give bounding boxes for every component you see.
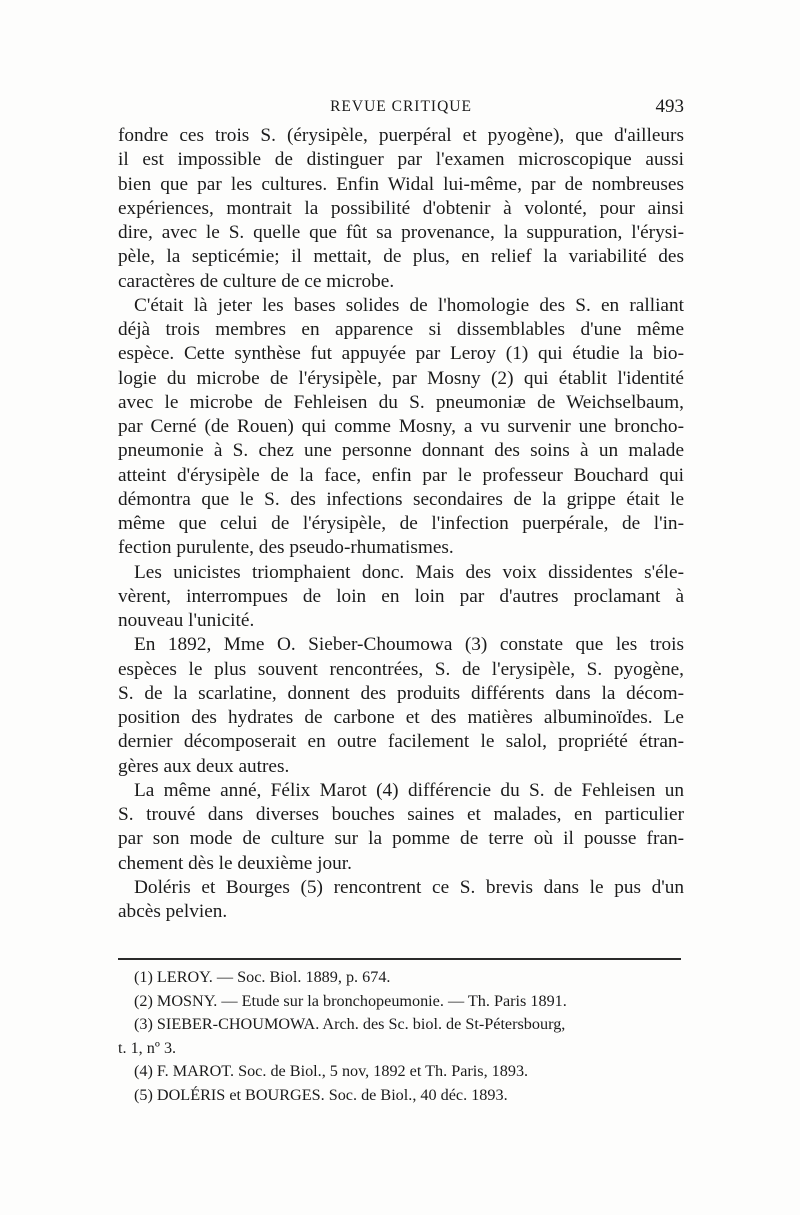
- text-line: espèce. Cette synthèse fut appuyée par Leroy (1) qui étudie la bio-: [118, 343, 684, 365]
- text-line: logie du microbe de l'érysipèle, par Mosny (2) qui établit l'identité: [118, 367, 684, 389]
- text-line: vèrent, interrompues de loin en loin par d'autres proclamant à: [118, 585, 684, 607]
- text-line: La même anné, Félix Marot (4) différencie du S. de Fehleisen un: [134, 779, 684, 801]
- text-line: C'était là jeter les bases solides de l'homologie des S. en ralliant: [134, 294, 684, 316]
- text-line: dire, avec le S. quelle que fût sa provenance, la suppuration, l'érysi-: [118, 222, 684, 243]
- text-line: par son mode de culture sur la pomme de terre où il pousse fran-: [118, 828, 684, 850]
- text-line: nouveau l'unicité.: [118, 610, 255, 631]
- footnote: t. 1, nº 3.: [118, 1038, 177, 1057]
- text-line: même que celui de l'érysipèle, de l'infection puerpérale, de l'in-: [118, 513, 684, 534]
- text-line: chement dès le deuxième jour.: [118, 852, 352, 874]
- text-line: fondre ces trois S. (érysipèle, puerpéral et pyogène), que d'ailleurs: [118, 125, 684, 146]
- text-line: déjà trois membres en apparence si dissemblables d'une même: [118, 319, 684, 340]
- text-line: position des hydrates de carbone et des matières albuminoïdes. Le: [118, 707, 684, 728]
- text-line: par Cerné (de Rouen) qui comme Mosny, a vu survenir une broncho-: [118, 416, 684, 437]
- text-line: fection purulente, des pseudo-rhumatismes.: [118, 537, 454, 559]
- text-line: abcès pelvien.: [118, 901, 228, 922]
- text-line: En 1892, Mme O. Sieber-Choumowa (3) constate que les trois: [134, 634, 684, 656]
- page-number: 493: [655, 96, 684, 117]
- body-text: [118, 124, 684, 924]
- running-head: REVUE CRITIQUE: [330, 98, 472, 115]
- footnote: (2) MOSNY. — Etude sur la bronchopeumonie. — Th. Paris 1891.: [134, 991, 567, 1010]
- text-line: S. trouvé dans diverses bouches saines et malades, en particulier: [118, 804, 684, 825]
- text-line: pneumonie à S. chez une personne donnant des soins à un malade: [118, 440, 684, 462]
- text-line: expériences, montrait la possibilité d'obtenir à volonté, pour ainsi: [118, 197, 684, 219]
- footnote: (4) F. MAROT. Soc. de Biol., 5 nov, 1892 et Th. Paris, 1893.: [134, 1062, 529, 1081]
- footnote: (5) DOLÉRIS et BOURGES. Soc. de Biol., 40 déc. 1893.: [134, 1085, 508, 1104]
- text-line: S. de la scarlatine, donnent des produits différents dans la décom-: [118, 682, 684, 704]
- text-line: atteint d'érysipèle de la face, enfin par le professeur Bouchard qui: [118, 464, 684, 486]
- footnotes: [118, 966, 684, 1108]
- text-line: dernier décomposerait en outre facilement le salol, propriété étran-: [118, 731, 684, 753]
- text-line: espèces le plus souvent rencontrées, S. de l'erysipèle, S. pyogène,: [118, 658, 684, 680]
- text-line: Les unicistes triomphaient donc. Mais des voix dissidentes s'éle-: [134, 561, 684, 583]
- footnote: (1) LEROY. — Soc. Biol. 1889, p. 674.: [134, 968, 391, 986]
- text-line: gères aux deux autres.: [118, 755, 290, 777]
- text-line: caractères de culture de ce microbe.: [118, 270, 395, 292]
- page-header: [118, 96, 684, 120]
- text-line: il est impossible de distinguer par l'examen microscopique aussi: [118, 149, 684, 171]
- footnote: (3) SIEBER-CHOUMOWA. Arch. des Sc. biol. de St-Pétersbourg,: [134, 1015, 566, 1034]
- footnote-rule: [118, 958, 681, 960]
- text-line: pèle, la septicémie; il mettait, de plus, en relief la variabilité des: [118, 246, 684, 268]
- text-line: bien que par les cultures. Enfin Widal lui-même, par de nombreuses: [118, 173, 684, 195]
- text-line: démontra que le S. des infections secondaires de la grippe était le: [118, 488, 684, 510]
- text-line: Doléris et Bourges (5) rencontrent ce S. brevis dans le pus d'un: [134, 876, 684, 898]
- text-line: avec le microbe de Fehleisen du S. pneumoniæ de Weichselbaum,: [118, 391, 684, 413]
